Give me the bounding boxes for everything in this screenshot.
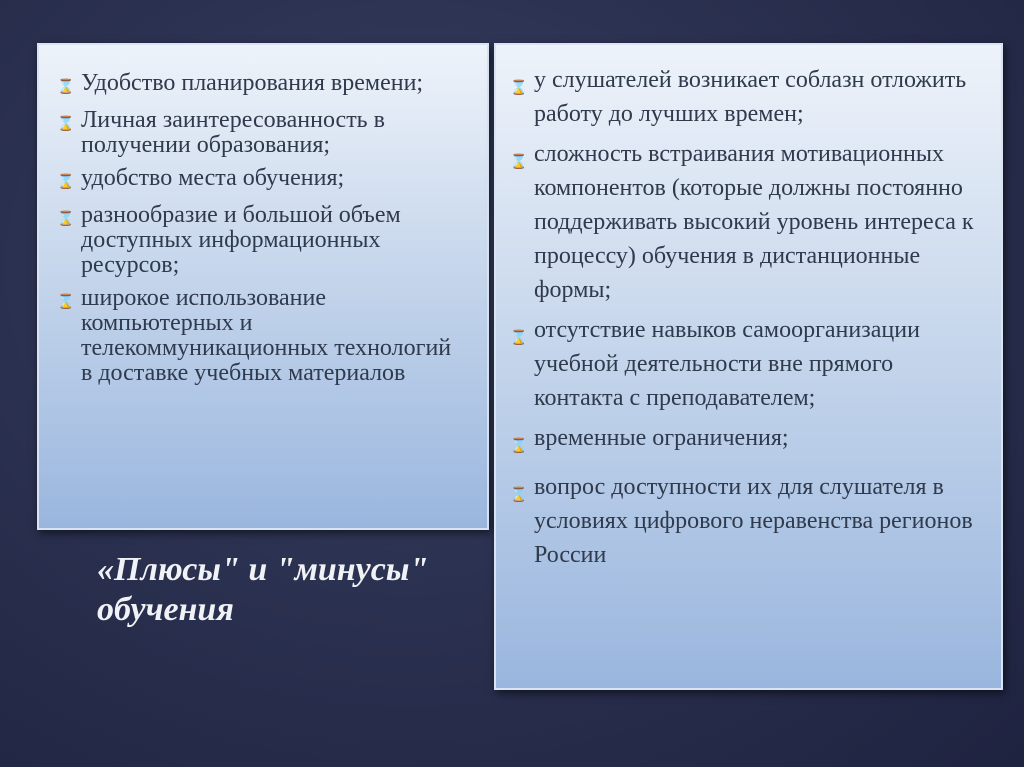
cons-item-text: вопрос доступности их для слушателя в условиях цифрового неравенства регионов России — [534, 474, 973, 568]
list-item — [510, 313, 987, 415]
cons-item-text: у слушателей возникает соблазн отложить работу до лучших времен; — [534, 67, 967, 127]
hourglass-bullet-icon: ⌛ — [510, 488, 528, 503]
pros-item-text: широкое использование компьютерных и телекоммуникационных технологий в доставке учебных материалов — [81, 285, 452, 386]
pros-item-text: удобство места обучения; — [81, 165, 345, 191]
cons-item-text: временные ограничения; — [534, 425, 789, 451]
cons-list — [510, 63, 987, 572]
list-item — [510, 137, 987, 307]
list-item — [510, 63, 987, 131]
list-item — [57, 286, 467, 386]
hourglass-bullet-icon: ⌛ — [510, 331, 528, 346]
list-item — [510, 421, 987, 464]
hourglass-bullet-icon: ⌛ — [510, 81, 528, 96]
list-item — [57, 108, 467, 158]
cons-panel — [494, 43, 1003, 690]
slide-title: «Плюсы" и "минусы" обучения — [97, 551, 429, 628]
list-item — [57, 203, 467, 278]
pros-item-text: Удобство планирования времени; — [81, 70, 424, 96]
cons-item-text: сложность встраивания мотивационных компонентов (которые должны постоянно поддерживать высокий уровень интереса к процессу) обучения в дистанционные формы; — [534, 141, 974, 303]
pros-panel — [37, 43, 489, 530]
hourglass-bullet-icon: ⌛ — [57, 80, 75, 95]
hourglass-bullet-icon: ⌛ — [510, 439, 528, 454]
list-item — [57, 166, 467, 195]
hourglass-bullet-icon: ⌛ — [510, 155, 528, 170]
cons-item-text: отсутствие навыков самоорганизации учебной деятельности вне прямого контакта с преподавателем; — [534, 317, 920, 411]
hourglass-bullet-icon: ⌛ — [57, 117, 75, 132]
list-item — [57, 71, 467, 100]
hourglass-bullet-icon: ⌛ — [57, 212, 75, 227]
pros-item-text: Личная заинтересованность в получении образования; — [81, 107, 385, 158]
hourglass-bullet-icon: ⌛ — [57, 175, 75, 190]
hourglass-bullet-icon: ⌛ — [57, 295, 75, 310]
list-item — [510, 470, 987, 572]
pros-list — [57, 71, 467, 386]
pros-item-text: разнообразие и большой объем доступных информационных ресурсов; — [81, 202, 401, 278]
